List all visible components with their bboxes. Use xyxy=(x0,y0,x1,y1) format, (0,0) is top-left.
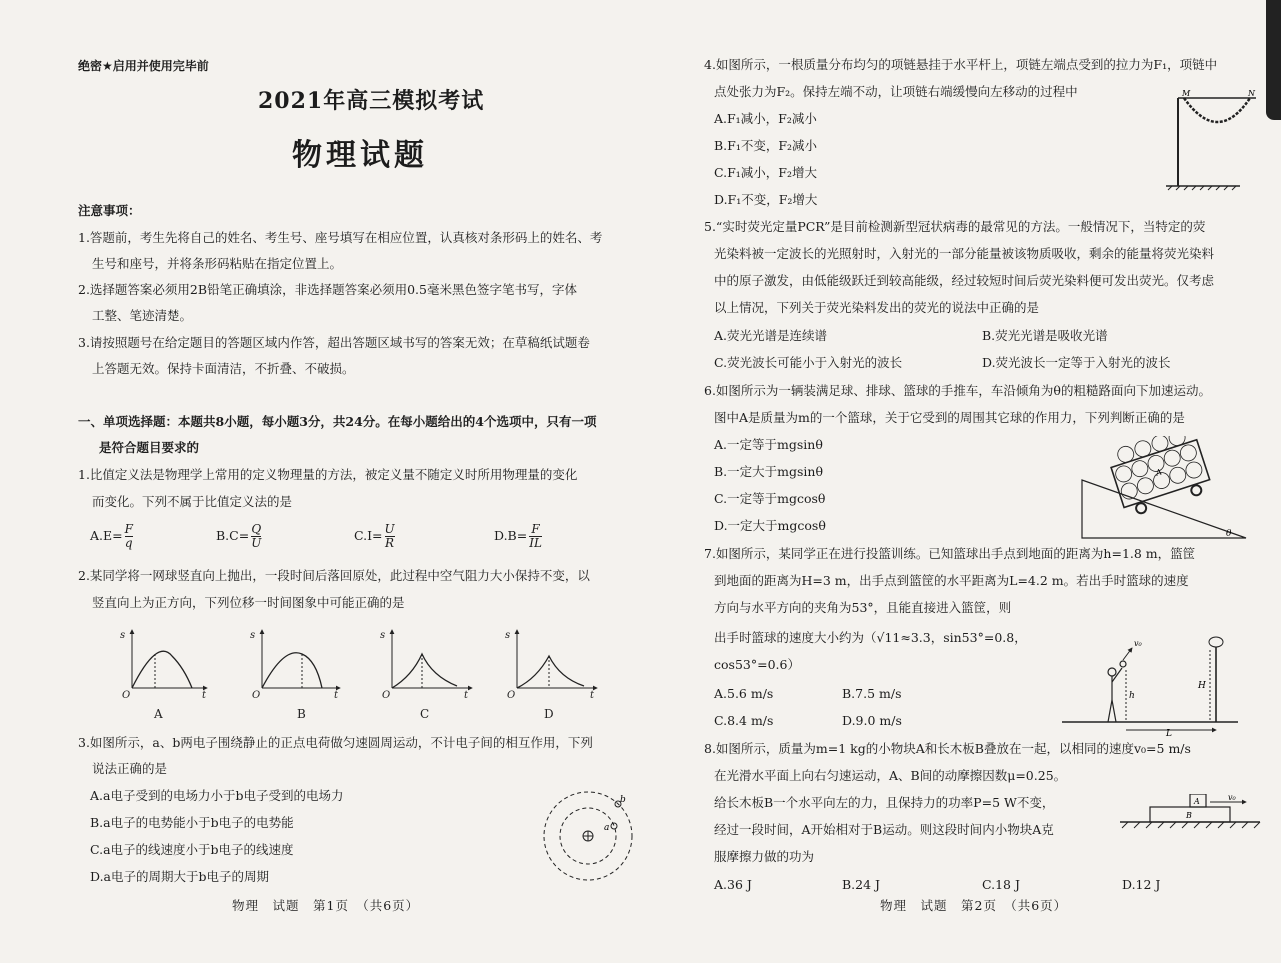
q2-label-a: A xyxy=(154,707,163,721)
notice-line: 2.选择题答案必须用2B铅笔正确填涂，非选择题答案必须用0.5毫米黑色签字笔书写，字体 xyxy=(78,282,577,297)
q8-option-a: A.36 J xyxy=(714,877,752,892)
q3-option-b: B.a电子的电势能小于b电子的电势能 xyxy=(90,815,294,830)
q3-orbit-figure xyxy=(540,790,636,886)
q2-graph-c xyxy=(392,630,472,688)
cart xyxy=(1106,436,1213,518)
q8-text: 在光滑水平面上向右匀速运动，A、B间的动摩擦因数μ=0.25。 xyxy=(714,768,1067,783)
q7-text: cos53°=0.6） xyxy=(714,657,800,672)
q2-axis-s: s xyxy=(505,630,511,641)
q7-text: 7.如图所示，某同学正在进行投篮训练。已知篮球出手点到地面的距离为h=1.8 m，篮筐 xyxy=(704,546,1196,561)
q1-text: 而变化。下列不属于比值定义法的是 xyxy=(92,494,293,509)
section-title: 一、单项选择题：本题共8小题，每小题3分，共24分。在每小题给出的4个选项中，只有一项 xyxy=(78,414,597,429)
left-page xyxy=(0,0,640,963)
notice-line: 工整、笔迹清楚。 xyxy=(92,308,193,323)
subject-title: 物理试题 xyxy=(292,138,428,173)
q7-option-b: B.7.5 m/s xyxy=(842,686,902,701)
q1-text: 1.比值定义法是物理学上常用的定义物理量的方法，被定义量不随定义时所用物理量的变化 xyxy=(78,467,578,482)
q7-label-H: H xyxy=(1198,681,1206,691)
q3-text: 3.如图所示，a、b两电子围绕静止的正点电荷做匀速圆周运动，不计电子间的相互作用，下列 xyxy=(78,735,593,750)
q2-label-b: B xyxy=(297,707,306,721)
q2-graph-b xyxy=(262,630,340,688)
notice-line: 上答题无效。保持卡面清洁，不折叠、不破损。 xyxy=(92,361,355,376)
exam-title: 2021年高三模拟考试 xyxy=(258,88,485,114)
q8-label-v0: v₀ xyxy=(1228,794,1236,802)
q8-text: 8.如图所示，质量为m=1 kg的小物块A和长木板B叠放在一起，以相同的速度v₀=5 m/s xyxy=(704,741,1191,756)
q4-label-n: N xyxy=(1248,89,1255,98)
q6-option-c: C.一定等于mgcosθ xyxy=(714,491,826,506)
q4-option-c: C.F₁减小，F₂增大 xyxy=(714,165,817,180)
q6-option-a: A.一定等于mgsinθ xyxy=(714,437,823,452)
q4-option-b: B.F₁不变，F₂减小 xyxy=(714,138,818,153)
q1-option-c: C.I= $\frac{U}{R}$ xyxy=(354,522,395,550)
q4-text: 点处张力为F₂。保持左端不动，让项链右端缓慢向左移动的过程中 xyxy=(714,84,1078,99)
q1-option-b: B.C= $\frac{Q}{U}$ xyxy=(216,522,262,550)
q1-option-d: D.B= $\frac{F}{IL}$ xyxy=(494,522,542,550)
q7-option-d: D.9.0 m/s xyxy=(842,713,902,728)
electron-a xyxy=(611,823,617,829)
q2-axis-s: s xyxy=(120,630,126,641)
q6-option-d: D.一定大于mgcosθ xyxy=(714,518,826,533)
q8-option-c: C.18 J xyxy=(982,877,1020,892)
q7-label-L: L xyxy=(1166,729,1172,739)
q3-option-d: D.a电子的周期大于b电子的周期 xyxy=(90,869,270,884)
q2-label-d: D xyxy=(544,707,554,721)
q2-axis-t: t xyxy=(334,690,339,701)
q6-text: 6.如图所示为一辆装满足球、排球、篮球的手推车，车沿倾角为θ的粗糙路面向下加速运动。 xyxy=(704,383,1211,398)
page-footer-left: 物理 试题 第1页 （共6页） xyxy=(232,898,420,913)
q8-option-b: B.24 J xyxy=(842,877,881,892)
q5-option-b: B.荧光光谱是吸收光谱 xyxy=(982,328,1108,343)
q4-text: 4.如图所示，一根质量分布均匀的项链悬挂于水平杆上，项链左端点受到的拉力为F₁，项链中 xyxy=(704,57,1218,72)
scan-edge-shadow xyxy=(1266,0,1281,120)
q6-cart-figure xyxy=(1078,436,1250,540)
q2-text: 竖直向上为正方向，下列位移一时间图象中可能正确的是 xyxy=(92,595,405,610)
q2-origin: O xyxy=(507,690,516,701)
q7-text: 到地面的距离为H=3 m，出手点到篮筐的水平距离为L=4.2 m。若出手时篮球的速度 xyxy=(714,573,1189,588)
q7-label-v0: v₀ xyxy=(1134,639,1142,648)
q5-text: 5.“实时荧光定量PCR”是目前检测新型冠状病毒的最常见的方法。一般情况下，当特定的荧 xyxy=(704,219,1206,234)
q6-label-theta: θ xyxy=(1226,529,1232,539)
page-footer-right: 物理 试题 第2页 （共6页） xyxy=(880,898,1068,913)
q5-text: 中的原子激发，由低能级跃迁到较高能级，经过较短时间后荧光染料便可发出荧光。仅考虑 xyxy=(714,273,1215,288)
q8-option-d: D.12 J xyxy=(1122,877,1161,892)
notice-line: 3.请按照题号在给定题目的答题区域内作答，超出答题区域书写的答案无效；在草稿纸试题卷 xyxy=(78,335,590,350)
q2-axis-t: t xyxy=(464,690,469,701)
q8-text: 服摩擦力做的功为 xyxy=(714,849,815,864)
q1-option-a: A.E= $\frac{F}{q}$ xyxy=(90,522,133,550)
q8-block-figure xyxy=(1118,794,1264,838)
q4-necklace-figure xyxy=(1160,88,1260,198)
classified-label: 绝密★启用并使用完毕前 xyxy=(78,59,209,73)
q7-option-a: A.5.6 m/s xyxy=(714,686,774,701)
q3-option-c: C.a电子的线速度小于b电子的线速度 xyxy=(90,842,294,857)
notice-line: 1.答题前，考生先将自己的姓名、考生号、座号填写在相应位置，认真核对条形码上的姓名、考 xyxy=(78,230,603,245)
q7-option-c: C.8.4 m/s xyxy=(714,713,774,728)
q5-option-a: A.荧光光谱是连续谱 xyxy=(714,328,828,343)
q6-label-a: A xyxy=(1154,467,1163,478)
q7-label-h: h xyxy=(1129,691,1135,701)
q8-text: 经过一段时间，A开始相对于B运动。则这段时间内小物块A克 xyxy=(714,822,1054,837)
q4-label-m: M xyxy=(1182,89,1191,98)
q2-graph-d xyxy=(517,630,597,688)
q8-label-b: B xyxy=(1186,811,1192,820)
right-page xyxy=(640,0,1281,963)
q3-label-b: b xyxy=(620,795,626,805)
q5-option-d: D.荧光波长一定等于入射光的波长 xyxy=(982,355,1171,370)
q6-option-b: B.一定大于mgsinθ xyxy=(714,464,824,479)
notice-line: 生号和座号，并将条形码粘贴在指定位置上。 xyxy=(92,256,343,271)
q2-origin: O xyxy=(252,690,261,701)
q3-text: 说法正确的是 xyxy=(92,761,168,776)
q7-text: 方向与水平方向的夹角为53°，且能直接进入篮筐，则 xyxy=(714,600,1012,615)
q2-axis-t: t xyxy=(202,690,207,701)
q3-label-a: a xyxy=(604,823,610,833)
q5-text: 光染料被一定波长的光照射时，入射光的一部分能量被该物质吸收，剩余的能量将荧光染料 xyxy=(714,246,1215,261)
q5-option-c: C.荧光波长可能小于入射光的波长 xyxy=(714,355,903,370)
q7-basketball-figure xyxy=(1060,630,1240,740)
q2-origin: O xyxy=(122,690,131,701)
q3-option-a: A.a电子受到的电场力小于b电子受到的电场力 xyxy=(90,788,344,803)
q6-text: 图中A是质量为m的一个篮球，关于它受到的周围其它球的作用力，下列判断正确的是 xyxy=(714,410,1185,425)
q4-option-a: A.F₁减小，F₂减小 xyxy=(714,111,817,126)
q4-option-d: D.F₁不变，F₂增大 xyxy=(714,192,818,207)
q8-label-a: A xyxy=(1194,797,1200,806)
q2-text: 2.某同学将一网球竖直向上抛出，一段时间后落回原处，此过程中空气阻力大小保持不变，以 xyxy=(78,568,590,583)
q2-origin: O xyxy=(382,690,391,701)
q2-axis-s: s xyxy=(250,630,256,641)
q2-label-c: C xyxy=(420,707,430,721)
q2-graph-a xyxy=(132,630,207,688)
q2-graphs xyxy=(112,626,612,726)
notice-title: 注意事项： xyxy=(78,203,141,218)
q2-axis-s: s xyxy=(380,630,386,641)
q7-text: 出手时篮球的速度大小约为（√11≈3.3，sin53°=0.8， xyxy=(714,630,1027,645)
q5-text: 以上情况，下列关于荧光染料发出的荧光的说法中正确的是 xyxy=(714,300,1040,315)
q8-text: 给长木板B一个水平向左的力，且保持力的功率P=5 W不变， xyxy=(714,795,1055,810)
q2-axis-t: t xyxy=(590,690,595,701)
section-title-cont: 是符合题目要求的 xyxy=(99,440,200,455)
student-figure xyxy=(1108,661,1126,722)
